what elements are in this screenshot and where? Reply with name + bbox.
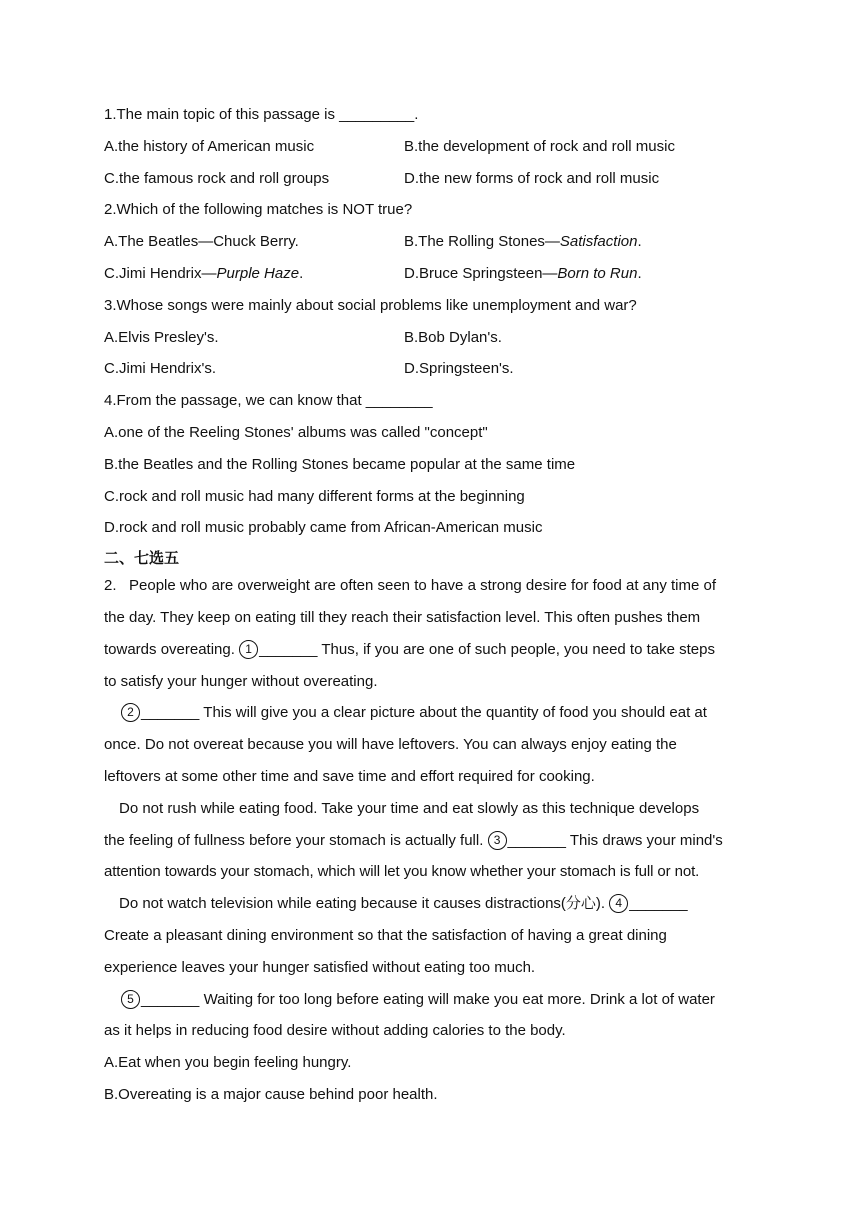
question-1-options-row-1 <box>104 131 764 163</box>
passage-p4-line-3: experience leaves your hunger satisfied without eating too much. <box>104 958 536 976</box>
question-2-options-row-2 <box>104 258 764 290</box>
question-1-options-row-2 <box>104 163 764 195</box>
passage-p3-line-2: the feeling of fullness before your stomach is actually full. 3 _______ This draws your mind's <box>104 825 764 857</box>
option-3b: B.Bob Dylan's. <box>404 328 502 346</box>
option-2b: B.The Rolling Stones—Satisfaction. <box>404 233 642 251</box>
passage-p4-line-2: Create a pleasant dining environment so that the satisfaction of having a great dining <box>104 926 667 944</box>
question-3-options-row-1 <box>104 322 764 354</box>
passage-p5-line-1: 5 _______ Waiting for too long before eating will make you eat more. Drink a lot of water <box>104 984 764 1016</box>
blank-number-1: 1 <box>239 640 258 659</box>
option-3a: A.Elvis Presley's. <box>104 328 219 346</box>
blank-number-3: 3 <box>488 831 507 850</box>
question-3-stem: 3.Whose songs were mainly about social problems like unemployment and war? <box>104 296 637 314</box>
blank-number-2: 2 <box>121 703 140 722</box>
section-heading: 二、七选五 <box>104 549 180 568</box>
option-4d: D.rock and roll music probably came from African-American music <box>104 519 543 537</box>
blank-2: _______ <box>141 704 200 722</box>
passage-p3-line-3: attention towards your stomach, which will let you know whether your stomach is full or not. <box>104 863 700 881</box>
blank-4: _______ <box>629 895 688 913</box>
question-3-options-row-2 <box>104 353 764 385</box>
question-1-stem: 1.The main topic of this passage is _________. <box>104 106 419 123</box>
passage-p1-line-3: towards overeating. 1 _______ Thus, if you are one of such people, you need to take steps <box>104 634 764 666</box>
option-4a: A.one of the Reeling Stones' albums was called "concept" <box>104 423 488 441</box>
option-1a: A.the history of American music <box>104 137 315 155</box>
question-2-stem: 2.Which of the following matches is NOT true? <box>104 201 413 219</box>
passage-p2-line-2: once. Do not overeat because you will have leftovers. You can always enjoy eating the <box>104 736 677 754</box>
option-4c: C.rock and roll music had many different forms at the beginning <box>104 487 525 505</box>
option-3c: C.Jimi Hendrix's. <box>104 360 217 378</box>
blank-5: _______ <box>141 990 200 1008</box>
passage-p5-line-2: as it helps in reducing food desire without adding calories to the body. <box>104 1022 566 1040</box>
passage-p3-line-1: Do not rush while eating food. Take your time and eat slowly as this technique develops <box>119 799 700 817</box>
passage-p1-line-1: 2. People who are overweight are often seen to have a strong desire for food at any time of <box>104 577 717 595</box>
option-2d: D.Bruce Springsteen—Born to Run. <box>404 264 642 282</box>
passage-p4-line-1: Do not watch television while eating because it causes distractions(分心). 4 _______ <box>104 888 764 920</box>
blank-1: _______ <box>259 640 318 658</box>
passage-p1-line-2: the day. They keep on eating till they reach their satisfaction level. This often pushes them <box>104 608 701 626</box>
option-4b: B.the Beatles and the Rolling Stones became popular at the same time <box>104 455 576 473</box>
passage-p2-line-1: 2 _______ This will give you a clear picture about the quantity of food you should eat at <box>104 697 764 729</box>
worksheet-content <box>104 99 764 1111</box>
option-2a: A.The Beatles—Chuck Berry. <box>104 233 299 251</box>
answer-option-a: A.Eat when you begin feeling hungry. <box>104 1054 352 1072</box>
blank-number-4: 4 <box>609 894 628 913</box>
option-1c: C.the famous rock and roll groups <box>104 169 330 187</box>
blank-number-5: 5 <box>121 990 140 1009</box>
passage-p2-line-3: leftovers at some other time and save time and effort required for cooking. <box>104 767 595 785</box>
option-2c: C.Jimi Hendrix—Purple Haze. <box>104 264 304 282</box>
blank-3: _______ <box>507 831 566 849</box>
question-4-stem: 4.From the passage, we can know that ________ <box>104 392 433 410</box>
passage-p1-line-4: to satisfy your hunger without overeating. <box>104 672 378 690</box>
answer-option-b: B.Overeating is a major cause behind poor health. <box>104 1085 438 1103</box>
option-1d: D.the new forms of rock and roll music <box>404 169 660 187</box>
option-1b: B.the development of rock and roll music <box>404 137 675 155</box>
option-3d: D.Springsteen's. <box>404 360 514 378</box>
question-2-options-row-1 <box>104 226 764 258</box>
